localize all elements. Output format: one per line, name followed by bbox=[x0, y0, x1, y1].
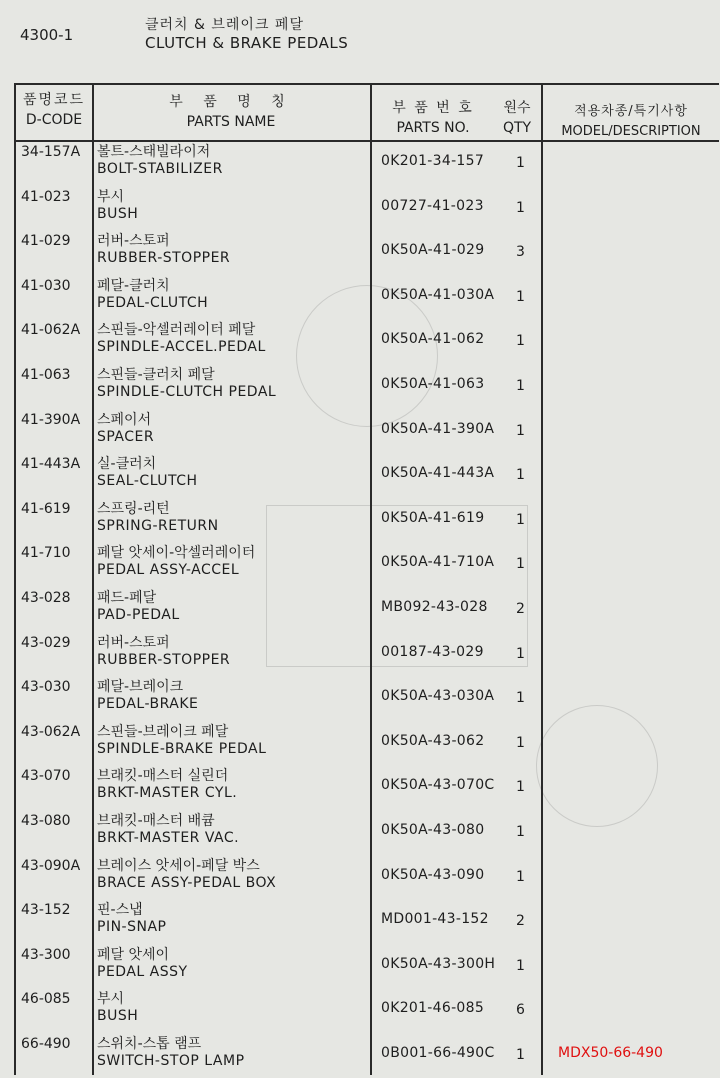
header-code-en: D-CODE bbox=[25, 112, 83, 128]
row-part-number: 0K50A-43-062 bbox=[381, 732, 485, 749]
table-row bbox=[16, 142, 719, 187]
row-part-number: 0B001-66-490C bbox=[381, 1044, 495, 1061]
row-name-ko: 페달-브레이크 bbox=[97, 679, 184, 696]
row-part-number: MB092-43-028 bbox=[381, 598, 488, 615]
row-part-number: 0K50A-43-300H bbox=[381, 955, 496, 972]
row-name-en: PEDAL-BRAKE bbox=[97, 696, 199, 713]
row-parts-name bbox=[97, 233, 230, 267]
row-quantity: 1 bbox=[516, 288, 525, 305]
row-name-en: PIN-SNAP bbox=[97, 919, 167, 936]
row-parts-name bbox=[97, 412, 154, 446]
row-name-ko: 페달-클러치 bbox=[97, 277, 170, 294]
row-code: 41-443A bbox=[21, 456, 81, 473]
row-name-ko: 러버-스토퍼 bbox=[97, 233, 170, 250]
header-parts-no-en: PARTS NO. bbox=[396, 120, 470, 136]
row-model-description: MDX50-66-490 bbox=[558, 1044, 663, 1061]
row-part-number: 0K50A-41-063 bbox=[381, 375, 485, 392]
row-quantity: 1 bbox=[516, 556, 525, 573]
row-name-ko: 핀-스냅 bbox=[97, 902, 143, 919]
table-row bbox=[16, 454, 719, 499]
row-part-number: 0K50A-41-443A bbox=[381, 465, 495, 482]
row-name-en: PEDAL ASSY bbox=[97, 963, 188, 980]
row-code: 41-619 bbox=[21, 500, 71, 517]
row-code: 43-028 bbox=[21, 589, 71, 606]
row-part-number: 0K50A-41-029 bbox=[381, 242, 485, 259]
row-parts-name bbox=[97, 144, 223, 178]
row-name-en: BRACE ASSY-PEDAL BOX bbox=[97, 874, 277, 891]
row-name-ko: 부시 bbox=[97, 991, 125, 1008]
row-parts-name bbox=[97, 501, 219, 535]
row-name-ko: 스핀들-악셀러레이터 페달 bbox=[97, 322, 256, 339]
table-row bbox=[16, 945, 719, 990]
row-parts-name bbox=[97, 768, 237, 802]
row-name-en: SWITCH-STOP LAMP bbox=[97, 1052, 245, 1069]
row-part-number: 00727-41-023 bbox=[381, 197, 484, 214]
row-quantity: 1 bbox=[516, 511, 525, 528]
row-name-ko: 스프링-리턴 bbox=[97, 500, 170, 517]
row-parts-name bbox=[97, 679, 198, 713]
row-name-ko: 브레이스 앗세이-페달 박스 bbox=[97, 857, 260, 874]
row-name-en: SPRING-RETURN bbox=[97, 517, 219, 534]
row-part-number: 0K50A-43-090 bbox=[381, 866, 485, 883]
row-code: 43-090A bbox=[21, 857, 81, 874]
table-row bbox=[16, 588, 719, 633]
row-name-ko: 볼트-스태빌라이저 bbox=[97, 144, 211, 160]
row-code: 41-710 bbox=[21, 545, 71, 562]
header-qty-en: QTY bbox=[502, 120, 532, 136]
header-parts-name bbox=[92, 92, 370, 132]
header-qty bbox=[496, 98, 538, 138]
row-name-ko: 스페이서 bbox=[97, 411, 152, 428]
table-row bbox=[16, 231, 719, 276]
row-quantity: 2 bbox=[516, 913, 525, 930]
row-quantity: 1 bbox=[516, 467, 525, 484]
row-name-ko: 브래킷-매스터 배큠 bbox=[97, 812, 215, 829]
row-name-ko: 부시 bbox=[97, 188, 125, 205]
row-quantity: 1 bbox=[516, 734, 525, 751]
header-model-ko: 적용차종/특기사항 bbox=[574, 104, 688, 119]
page-header bbox=[0, 0, 720, 80]
row-quantity: 1 bbox=[516, 957, 525, 974]
row-parts-name bbox=[97, 858, 276, 892]
row-name-en: BUSH bbox=[97, 1008, 139, 1025]
row-quantity: 1 bbox=[516, 645, 525, 662]
row-code: 43-029 bbox=[21, 634, 71, 651]
row-part-number: 0K50A-43-070C bbox=[381, 777, 495, 794]
row-parts-name bbox=[97, 590, 180, 624]
row-code: 34-157A bbox=[21, 144, 81, 160]
header-qty-ko: 원수 bbox=[503, 100, 531, 116]
row-name-en: BOLT-STABILIZER bbox=[97, 161, 223, 177]
row-code: 46-085 bbox=[21, 991, 71, 1008]
row-name-en: BUSH bbox=[97, 205, 139, 222]
row-code: 43-300 bbox=[21, 946, 71, 963]
row-code: 41-023 bbox=[21, 188, 71, 205]
page-title-korean: 클러치 & 브레이크 페달 bbox=[145, 17, 304, 33]
header-parts-no-ko: 부 품 번 호 bbox=[392, 100, 474, 116]
row-parts-name bbox=[97, 278, 208, 312]
row-part-number: 0K50A-43-080 bbox=[381, 821, 485, 838]
row-parts-name bbox=[97, 991, 138, 1025]
row-code: 41-030 bbox=[21, 277, 71, 294]
row-quantity: 3 bbox=[516, 244, 525, 261]
row-code: 43-152 bbox=[21, 902, 71, 919]
row-name-ko: 브래킷-매스터 실린더 bbox=[97, 768, 229, 785]
table-row bbox=[16, 722, 719, 767]
table-row bbox=[16, 677, 719, 722]
row-name-ko: 페달 앗세이-악셀러레이터 bbox=[97, 545, 256, 562]
row-parts-name bbox=[97, 545, 255, 579]
table-row bbox=[16, 766, 719, 811]
row-part-number: 0K50A-41-619 bbox=[381, 509, 485, 526]
row-code: 41-029 bbox=[21, 233, 71, 250]
row-name-en: PAD-PEDAL bbox=[97, 606, 180, 623]
table-row bbox=[16, 365, 719, 410]
row-name-en: PEDAL-CLUTCH bbox=[97, 294, 209, 311]
table-row bbox=[16, 543, 719, 588]
row-code: 41-062A bbox=[21, 322, 81, 339]
table-row bbox=[16, 410, 719, 455]
row-name-en: BRKT-MASTER CYL. bbox=[97, 785, 238, 802]
row-code: 66-490 bbox=[21, 1035, 71, 1052]
row-code: 43-030 bbox=[21, 679, 71, 696]
table-row bbox=[16, 187, 719, 232]
row-parts-name bbox=[97, 322, 266, 356]
header-model bbox=[543, 102, 719, 142]
row-parts-name bbox=[97, 367, 276, 401]
row-quantity: 1 bbox=[516, 333, 525, 350]
row-quantity: 1 bbox=[516, 199, 525, 216]
table-row bbox=[16, 276, 719, 321]
row-part-number: 00187-43-029 bbox=[381, 643, 484, 660]
row-parts-name bbox=[97, 189, 138, 223]
row-name-ko: 스핀들-클러치 페달 bbox=[97, 366, 215, 383]
row-quantity: 1 bbox=[516, 823, 525, 840]
row-name-en: RUBBER-STOPPER bbox=[97, 651, 231, 668]
row-quantity: 1 bbox=[516, 155, 525, 171]
row-part-number: 0K201-46-085 bbox=[381, 1000, 485, 1017]
row-quantity: 1 bbox=[516, 422, 525, 439]
row-name-ko: 실-클러치 bbox=[97, 456, 157, 473]
row-name-ko: 스핀들-브레이크 페달 bbox=[97, 723, 229, 740]
row-code: 41-063 bbox=[21, 366, 71, 383]
row-part-number: MD001-43-152 bbox=[381, 911, 489, 928]
row-part-number: 0K50A-41-030A bbox=[381, 286, 495, 303]
table-row bbox=[16, 1034, 719, 1078]
row-quantity: 6 bbox=[516, 1002, 525, 1019]
table-row bbox=[16, 633, 719, 678]
row-name-ko: 스위치-스톱 램프 bbox=[97, 1035, 202, 1052]
row-name-en: SEAL-CLUTCH bbox=[97, 473, 198, 490]
table-row bbox=[16, 320, 719, 365]
row-part-number: 0K50A-43-030A bbox=[381, 688, 495, 705]
row-name-en: SPACER bbox=[97, 428, 155, 445]
table-row bbox=[16, 856, 719, 901]
header-code-ko: 품명코드 bbox=[22, 92, 86, 108]
table-row bbox=[16, 989, 719, 1034]
row-quantity: 1 bbox=[516, 868, 525, 885]
header-parts-no bbox=[378, 98, 488, 138]
page-title-english: CLUTCH & BRAKE PEDALS bbox=[145, 34, 349, 52]
header-parts-name-ko: 부 품 명 칭 bbox=[169, 94, 293, 110]
row-name-en: RUBBER-STOPPER bbox=[97, 250, 231, 267]
row-parts-name bbox=[97, 635, 230, 669]
header-code bbox=[16, 90, 92, 130]
row-quantity: 1 bbox=[516, 1046, 525, 1063]
row-part-number: 0K50A-41-710A bbox=[381, 554, 495, 571]
row-code: 43-080 bbox=[21, 812, 71, 829]
page-number: 4300-1 bbox=[20, 26, 74, 44]
row-parts-name bbox=[97, 724, 266, 758]
row-name-en: SPINDLE-BRAKE PEDAL bbox=[97, 740, 267, 757]
parts-rows bbox=[16, 142, 719, 1078]
row-quantity: 1 bbox=[516, 690, 525, 707]
row-code: 43-062A bbox=[21, 723, 81, 740]
row-parts-name bbox=[97, 813, 239, 847]
row-part-number: 0K201-34-157 bbox=[381, 153, 485, 169]
table-row bbox=[16, 499, 719, 544]
row-code: 43-070 bbox=[21, 768, 71, 785]
parts-table bbox=[14, 83, 719, 1075]
row-code: 41-390A bbox=[21, 411, 81, 428]
row-part-number: 0K50A-41-062 bbox=[381, 331, 485, 348]
row-name-en: SPINDLE-ACCEL.PEDAL bbox=[97, 339, 266, 356]
table-row bbox=[16, 900, 719, 945]
row-name-en: BRKT-MASTER VAC. bbox=[97, 829, 240, 846]
header-parts-name-en: PARTS NAME bbox=[186, 114, 276, 130]
row-quantity: 1 bbox=[516, 779, 525, 796]
row-name-en: PEDAL ASSY-ACCEL bbox=[97, 562, 240, 579]
table-row bbox=[16, 811, 719, 856]
row-name-ko: 페달 앗세이 bbox=[97, 946, 170, 963]
row-quantity: 2 bbox=[516, 600, 525, 617]
row-parts-name bbox=[97, 902, 166, 936]
row-quantity: 1 bbox=[516, 377, 525, 394]
row-parts-name bbox=[97, 456, 198, 490]
row-parts-name bbox=[97, 947, 188, 981]
row-name-ko: 패드-페달 bbox=[97, 589, 157, 606]
row-name-ko: 러버-스토퍼 bbox=[97, 634, 170, 651]
header-model-en: MODEL/DESCRIPTION bbox=[561, 124, 701, 139]
row-name-en: SPINDLE-CLUTCH PEDAL bbox=[97, 383, 277, 400]
row-part-number: 0K50A-41-390A bbox=[381, 420, 495, 437]
